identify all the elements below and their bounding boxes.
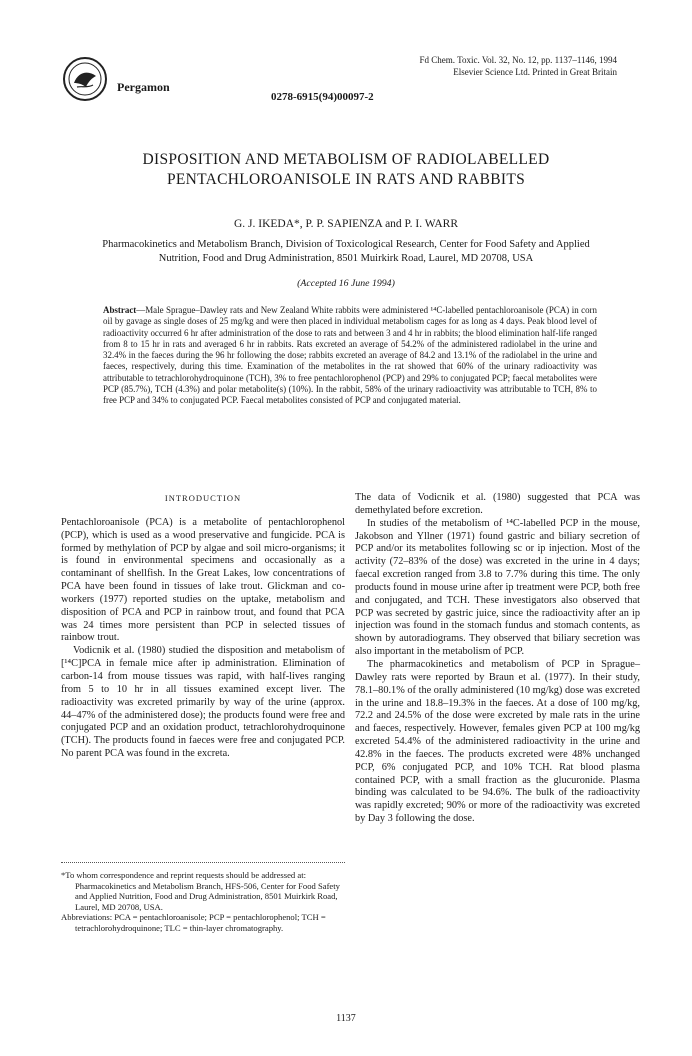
title-line-1: DISPOSITION AND METABOLISM OF RADIOLABELLED [142, 151, 550, 168]
journal-citation [420, 54, 617, 78]
title-line-2: PENTACHLOROANISOLE IN RATS AND RABBITS [166, 171, 526, 188]
accepted-date: (Accepted 16 June 1994) [297, 278, 395, 289]
body-paragraph: The data of Vodicnik et al. (1980) suggested that PCA was demethylated before excretion. [355, 492, 640, 516]
footnote-abbreviations: Abbreviations: PCA = pentachloroanisole; PCP = pentachlorophenol; TCH = tetrachlorohydroquinone; TLC = thin-layer chromatography. [61, 912, 326, 933]
abstract [103, 305, 597, 406]
section-heading: INTRODUCTION [164, 493, 242, 503]
body-paragraph: Pentachloroanisole (PCA) is a metabolite of pentachlorophenol (PCP), which is used as a wood preservative and fungicide. PCA is formed by methylation of PCP by algae and soil micro-organisms; it is found in environmental specimens and occasionally as a contaminant of shellfish. In the Great Lakes, low concentrations of PCA have been found in tissues of lake trout. Glickman and co-workers (1977) reported studies on the uptake, metabolism and disposition of PCA and PCP in rainbow trout, and found that PCA was 24 times more persistent than PCP in selected tissues of rainbow trout. [61, 516, 345, 644]
footnotes [61, 870, 345, 934]
abstract-text: —Male Sprague–Dawley rats and New Zealand White rabbits were administered ¹⁴C-labelled pentachloroanisole (PCA) in corn oil by gavage as single doses of 25 mg/kg and were then placed in individual metabolism cages for as long as 4 days. Peak blood level of radioactivity occurred 6 hr after administration of the dose to rats and between 3 and 4 hr in rabbits; the blood elimination half-life ranged from 8 to 15 hr in rats and averaged 6 hr in rabbits. Rats excreted an average of 54.2% of the administered radiolabel in the urine and 32.4% in the faeces during the 96 hr following the dose; rabbits excreted an average of 84.2 and 13.1% of the radiolabel in the urine and faeces, respectively, during this time. Examination of the metabolites in the rat showed that 60% of the urinary radioactivity was attributable to tetrachlorohydroquinone (TCH), 3% to free pentachlorophenol (PCP) and 29% to conjugated PCP; faecal metabolites were PCP (85.7%), TCH (4.3%) and polar metabolite(s) (10%). In the rabbit, 58% of the urinary radioactivity was attributable to TCH, 8% to free PCP and 34% to conjugated PCP. Faecal metabolites consisted of PCP and conjugated material. [103, 305, 597, 405]
right-column [355, 492, 640, 826]
body-paragraph: The pharmacokinetics and metabolism of PCP in Sprague–Dawley rats were reported by Braun et al. (1977). In their study, 78.1–80.1% of the orally administered (10 mg/kg) dose was excreted in the urine and 18.8–19.3% in the faeces. At a dose of 100 mg/kg, 72.2 and 24.5% of the dose were excreted by male rats in the urine and faeces, respectively. However, females given PCP at 100 mg/kg excreted 54.4% of the administered radioactivity in the urine and 42.8% in the faeces. The products excreted were 48% unchanged PCP, 6% conjugated PCP, and 10% TCH. Rat blood plasma contained PCP, with a small fraction as the glucuronide. Plasma binding was calculated to be 94.6%. The bulk of the radioactivity was rapidly excreted; 90% or more of the radioactivity was excreted by Day 3 following the dose. [355, 658, 640, 825]
footnote-divider [61, 862, 345, 863]
publisher-logo [62, 56, 108, 102]
journal-line-1: Fd Chem. Toxic. Vol. 32, No. 12, pp. 1137–1146, 1994 [419, 55, 617, 65]
abstract-label: Abstract [103, 305, 137, 315]
author-affiliation: Pharmacokinetics and Metabolism Branch, Division of Toxicological Research, Center for Food Safety and Applied Nutrition, Food and Drug Administration, 8501 Muirkirk Road, Laurel, MD 20708, USA [102, 239, 590, 264]
footnote-correspondence: *To whom correspondence and reprint requests should be addressed at: Pharmacokinetics and Metabolism Branch, HFS-506, Center for Food Safety and Applied Nutrition, Food and Drug Administration, 8501 Muirkirk Road, Laurel, MD 20708, USA. [61, 870, 340, 912]
body-paragraph: Vodicnik et al. (1980) studied the disposition and metabolism of [¹⁴C]PCA in female mice after ip administration. Elimination of carbon-14 from mouse tissues was rapid, with half-lives ranging from 5 to 10 hr in all tissues examined except liver. The radioactivity was excreted primarily by way of the urine (approx. 44–47% of the administered dose); the products found were free and conjugated PCP and an oxidation product, tetrachlorohydroquinone (TCH). The products found in faeces were free and conjugated PCP. No parent PCA was found in the excreta. [61, 645, 345, 760]
author-list: G. J. IKEDA*, P. P. SAPIENZA and P. I. WARR [233, 218, 459, 230]
article-title [60, 150, 632, 190]
journal-line-2: Elsevier Science Ltd. Printed in Great Britain [453, 67, 617, 77]
publisher-name: Pergamon [117, 80, 170, 94]
page-number: 1137 [336, 1013, 356, 1024]
article-issn: 0278-6915(94)00097-2 [271, 91, 374, 103]
left-column [61, 492, 345, 761]
body-paragraph: In studies of the metabolism of ¹⁴C-labelled PCP in the mouse, Jakobson and Yllner (1971) found gastric and biliary secretion of PCP and/or its metabolites following sc or ip injection. Most of the activity (72–83% of the dose) was excreted in the urine in 4 days; faecal excretion ranged from 3.8 to 7.7% during this time. The only products found in mouse urine after ip treatment were PCP, both free and conjugated, and TCH. These investigators also observed that PCP was secreted by gastric juice, since the radioactivity after an ip injection was found in the stomach fundus and stomach contents, as shown by autoradiograms. They observed that biliary secretion was also important in the metabolism of PCP. [355, 517, 640, 658]
